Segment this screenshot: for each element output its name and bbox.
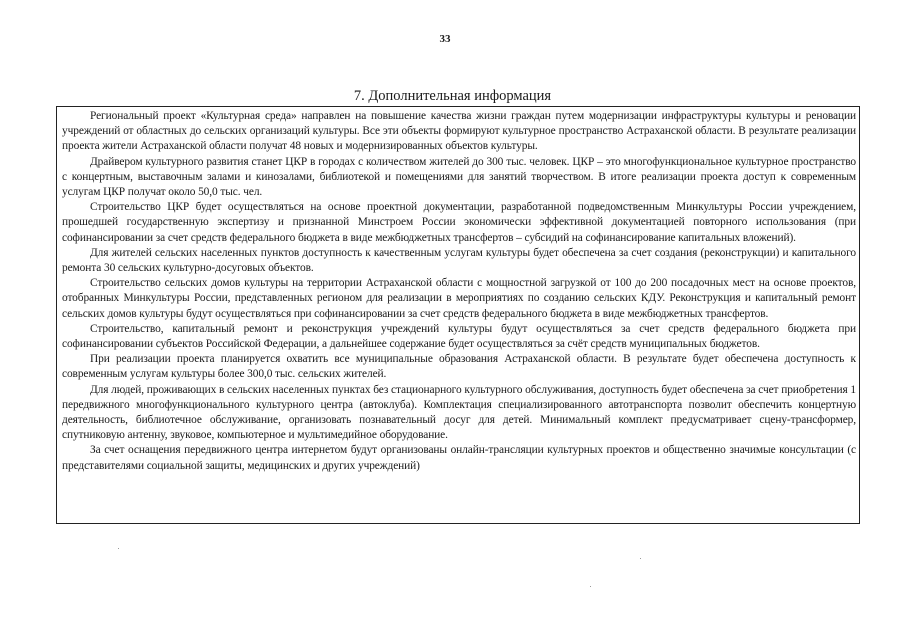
paragraph-financing: Строительство, капитальный ремонт и реконструкция учреждений культуры будут осуществляться за счет средств федерального бюджета при софинансировании субъектов Российской Федерации, а дальнейшее содержание будет осуществляться за счёт средств муниципальных бюджетов. — [62, 322, 856, 351]
paragraph-rural-houses-of-culture: Строительство сельских домов культуры на территории Астраханской области с мощностной загрузкой от 100 до 200 посадочных мест на основе проектов, отобранных Минкультуры России, представленных регионом для реализации в мероприятиях по созданию сельских КДУ. Реконструкция и капитальный ремонт сельских домов культуры будут осуществляться при софинансировании за счет средств федерального бюджета в виде межбюджетных трансфертов. — [62, 277, 856, 320]
paragraph-ckr-construction: Строительство ЦКР будет осуществляться на основе проектной документации, разработанной подведомственным Минкультуры России учреждением, прошедшей государственную экспертизу и признанной Минстроем России экономически эффективной документацией повторного использования (при софинансировании за счет средств федерального бюджета в виде межбюджетных трансфертов – субсидий на софинансирование капитальных вложений). — [62, 201, 856, 244]
additional-info-box — [56, 106, 860, 524]
page-number: 33 — [439, 33, 451, 45]
paragraph-coverage: При реализации проекта планируется охватить все муниципальные образования Астраханской области. В результате будет обеспечена доступность к современным услугам культуры более 300,0 тыс. сельских жителей. — [62, 353, 856, 381]
scan-artifact-dot — [640, 558, 641, 559]
section-title: 7. Дополнительная информация — [353, 88, 552, 104]
paragraph-ckr-driver: Драйвером культурного развития станет ЦКР в городах с количеством жителей до 300 тыс. человек. ЦКР – это многофункциональное культурное пространство с концертным, выставочным залами и кинозалами, библиотекой и помещениями для занятий творчеством. В итоге реализации проекта доступ к современным услугам ЦКР получат около 50,0 тыс. чел. — [62, 155, 856, 199]
paragraph-project-overview: Региональный проект «Культурная среда» направлен на повышение качества жизни граждан путем модернизации инфраструктуры культуры и реновации учреждений от областных до сельских организаций культуры. Все эти объекты формируют культурное пространство Астраханской области. В результате реализации проекта жители Астраханской области получат 48 новых и модернизированных объектов культуры. — [62, 110, 856, 153]
scan-artifact-dot — [118, 548, 119, 549]
paragraph-mobile-center: Для людей, проживающих в сельских населенных пунктах без стационарного культурного обслуживания, доступность будет обеспечена за счет приобретения 1 передвижного многофункционального культурного центра (автоклуба). Комплектация специализированного автотранспорта позволит обеспечить концертную деятельность, библиотечное обслуживание, организовать познавательный досуг для детей. Минимальный комплект предусматривает сцену-трансформер, спутниковую антенну, звуковое, компьютерное и мультимедийное оборудование. — [62, 383, 856, 442]
paragraph-rural-access: Для жителей сельских населенных пунктов доступность к качественным услугам культуры будет обеспечена за счет создания (реконструкции) и капитального ремонта 30 сельских культурно-досуговых объектов. — [62, 246, 856, 275]
paragraph-online-broadcasts: За счет оснащения передвижного центра интернетом будут организованы онлайн-трансляции культурных проектов и общественно значимые консультации (с представителями социальной защиты, медицинских и других учреждений) — [62, 444, 856, 472]
scan-artifact-dot — [590, 586, 591, 587]
